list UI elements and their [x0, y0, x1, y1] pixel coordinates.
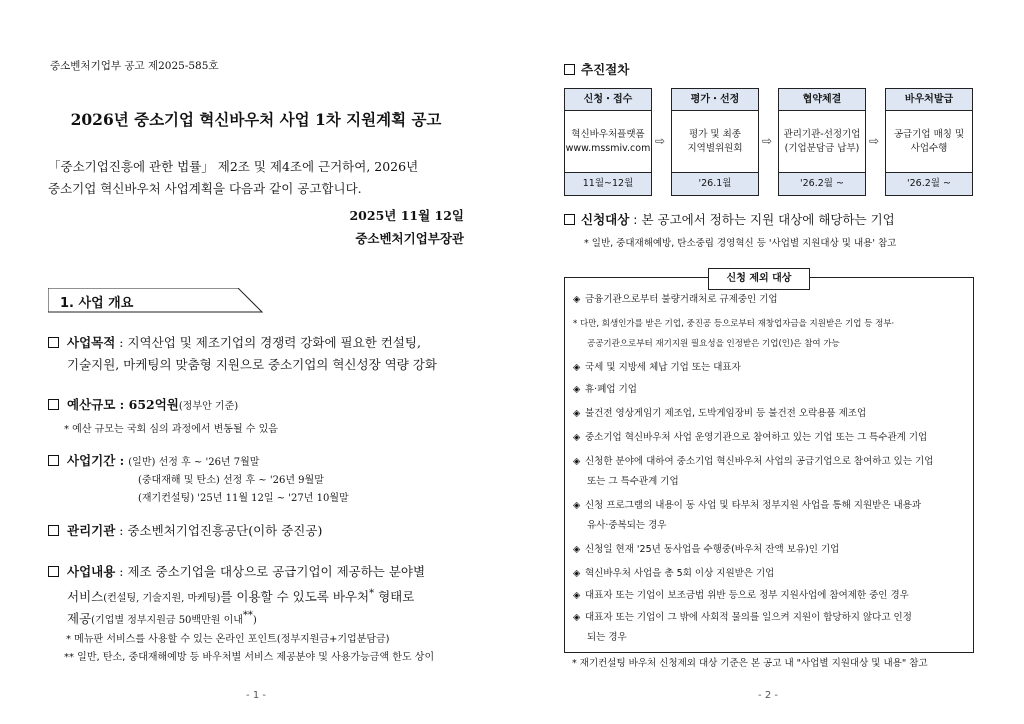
step-apply — [564, 88, 652, 196]
diamond-icon: ◈ — [573, 384, 581, 395]
page-number: - 1 - — [246, 690, 266, 701]
step-agreement — [778, 88, 866, 196]
page-title: 2026년 중소기업 혁신바우처 사업 1차 지원계획 공고 — [70, 110, 442, 129]
diamond-icon: ◈ — [573, 500, 581, 511]
content-line-3 — [67, 605, 257, 632]
step-head: 바우처발급 — [886, 89, 972, 111]
content-label: 사업내용 — [67, 564, 116, 579]
excl-text: 불건전 영상게임기 제조업, 도박게임장비 등 불건전 오락용품 제조업 — [585, 408, 867, 419]
period-recon: (재기컨설팅) '25년 11월 12일 ~ '27년 10월말 — [138, 493, 349, 504]
step-evaluate — [671, 88, 759, 196]
content-line-1: : 제조 중소기업을 대상으로 공급기업이 제공하는 분야별 — [115, 564, 426, 579]
excl-text: 신청 프로그램의 내용이 동 사업 및 타부처 정부지원 사업을 통해 지원받은 내용과 — [585, 500, 922, 511]
intro-paragraph — [48, 156, 466, 200]
step-head: 평가・선정 — [672, 89, 758, 111]
content-2c: 를 이용할 수 있도록 바우처 — [220, 589, 370, 605]
excl-text: 대표자 또는 기업이 그 밖에 사회적 물의를 일으켜 지원이 합당하지 않다고 인정 — [585, 612, 912, 623]
excl-item — [573, 428, 969, 448]
excl-item — [573, 496, 969, 516]
exclusion-box — [564, 277, 974, 653]
excl-item — [573, 358, 969, 378]
intro-line-1: 「중소기업진흥에 관한 법률」 제2조 및 제4조에 근거하여, 2026년 — [48, 159, 419, 174]
step-body — [672, 111, 758, 173]
period-general: (일반) 선정 후 ~ '26년 7월말 — [128, 457, 260, 468]
step-body-2: (기업분담금 납부) — [784, 142, 860, 154]
note-1: * 메뉴판 서비스를 사용할 수 있는 온라인 포인트(정부지원금+기업분담금) — [66, 634, 390, 645]
checkbox-square-icon — [48, 455, 59, 466]
page-2 — [512, 0, 1024, 724]
purpose-line-2: 기술지원, 마케팅의 맞춤형 지원으로 중소기업의 혁신성장 역량 강화 — [67, 357, 437, 372]
agency-label: 관리기관 — [67, 523, 116, 538]
target-label: 신청대상 — [581, 212, 630, 227]
target-note: * 일반, 중대재해예방, 탄소중립 경영혁신 등 '사업별 지원대상 및 내용' 참고 — [584, 238, 897, 249]
budget-item — [48, 394, 238, 418]
excl-item — [573, 586, 969, 606]
content-3b: (기업별 정부지원금 50백만원 이내 — [91, 615, 243, 627]
arrow-right-icon: ⇨ — [869, 134, 880, 148]
step-body — [565, 111, 651, 173]
procedure-flow — [564, 88, 974, 196]
budget-label: 예산규모 : 652억원 — [67, 397, 179, 412]
diamond-icon: ◈ — [573, 590, 581, 601]
excl-text: 또는 그 특수관계 기업 — [587, 476, 679, 487]
content-2a: 서비스 — [67, 589, 104, 605]
excl-text: 신청한 분야에 대하여 중소기업 혁신바우처 사업의 공급기업으로 참여하고 있는 기업 — [585, 456, 934, 467]
excl-text: 대표자 또는 기업이 보조금법 위반 등으로 정부 지원사업에 참여제한 중인 경우 — [585, 590, 909, 601]
purpose-item — [48, 332, 421, 354]
content-sup: * — [369, 588, 375, 599]
step-body-2: 사업수행 — [910, 142, 948, 154]
step-foot: 11월~12월 — [565, 173, 651, 195]
diamond-icon: ◈ — [573, 294, 581, 305]
arrow-right-icon: ⇨ — [762, 134, 773, 148]
excl-item — [573, 404, 969, 424]
procedure-heading — [564, 60, 629, 78]
excl-text: 금융기관으로부터 불량거래처로 규제중인 기업 — [585, 294, 778, 305]
content-3a: 제공 — [67, 611, 92, 627]
excl-item — [573, 380, 969, 400]
section-heading — [48, 288, 268, 314]
purpose-label: 사업목적 — [67, 335, 116, 350]
diamond-icon: ◈ — [573, 612, 581, 623]
checkbox-square-icon — [48, 525, 59, 536]
step-foot: '26.2월 ~ — [779, 173, 865, 195]
excl-text: 혁신바우처 사업을 총 5회 이상 지원받은 기업 — [585, 568, 775, 579]
checkbox-square-icon — [48, 399, 59, 410]
content-2b: (컨설팅, 기술지원, 마케팅) — [103, 593, 221, 605]
target-item — [564, 210, 895, 228]
step-body-1: 평가 및 최종 — [689, 128, 741, 140]
page-number: - 2 - — [758, 690, 778, 701]
excl-item — [573, 540, 969, 560]
budget-note: (정부안 기준) — [178, 401, 239, 412]
doc-number: 중소벤처기업부 공고 제2025-585호 — [50, 60, 219, 72]
step-body-1: 공급기업 매칭 및 — [893, 128, 965, 140]
step-head: 신청・접수 — [565, 89, 651, 111]
excl-item — [573, 608, 969, 628]
step-body-1: 혁신바우처플랫폼 — [571, 128, 645, 140]
content-3c: ) — [252, 615, 257, 627]
excl-text: 신청일 현재 '25년 동사업을 수행중(바우처 잔액 보유)인 기업 — [585, 544, 840, 555]
exclusion-title: 신청 제외 대상 — [708, 268, 810, 290]
minister: 중소벤처기업부장관 — [355, 231, 464, 246]
step-body-1: 관리기관-선정기업 — [783, 128, 861, 140]
agency-item — [48, 520, 322, 542]
section-title: 1. 사업 개요 — [60, 296, 134, 311]
step-voucher — [885, 88, 973, 196]
excl-item — [573, 290, 969, 310]
step-foot: '26.2월 ~ — [886, 173, 972, 195]
excl-text: 유사·중복되는 경우 — [587, 520, 667, 531]
excl-text: 중소기업 혁신바우처 사업 운영기관으로 참여하고 있는 기업 또는 그 특수관계 기업 — [585, 432, 928, 443]
content-item — [48, 561, 425, 583]
excl-item-cont — [573, 628, 969, 648]
excl-item — [573, 564, 969, 584]
period-disaster: (중대재해 및 탄소) 선정 후 ~ '26년 9월말 — [138, 475, 324, 486]
excl-note-1: * 다만, 회생인가를 받은 기업, 중진공 등으로부터 재창업자금을 지원받은 기업 등 정부· — [573, 319, 895, 329]
excl-item-cont — [573, 472, 969, 492]
excl-text: 되는 경우 — [587, 632, 627, 643]
diamond-icon: ◈ — [573, 362, 581, 373]
arrow-right-icon: ⇨ — [655, 134, 666, 148]
step-body — [779, 111, 865, 173]
diamond-icon: ◈ — [573, 568, 581, 579]
checkbox-square-icon — [48, 337, 59, 348]
step-head: 협약체결 — [779, 89, 865, 111]
step-body-2: www.mssmiv.com — [565, 142, 651, 154]
note-2: ** 일반, 탄소, 중대재해예방 등 바우처별 서비스 제공분야 및 사용가능금액 한도 상이 — [64, 652, 435, 663]
excl-text: 국세 및 지방세 체납 기업 또는 대표자 — [585, 362, 741, 373]
content-sup2: ** — [242, 610, 253, 621]
diamond-icon: ◈ — [573, 408, 581, 419]
excl-item — [573, 452, 969, 472]
excl-item-cont — [573, 516, 969, 536]
excl-text: 휴·폐업 기업 — [585, 384, 637, 395]
period-label: 사업기간 : — [67, 453, 125, 468]
diamond-icon: ◈ — [573, 456, 581, 467]
target-text: : 본 공고에서 정하는 지원 대상에 해당하는 기업 — [629, 212, 895, 227]
content-2d: 형태로 — [374, 589, 415, 605]
diamond-icon: ◈ — [573, 432, 581, 443]
announce-date: 2025년 11월 12일 — [349, 208, 464, 223]
footnote: * 재기컨설팅 바우처 신청제외 대상 기준은 본 공고 내 "사업별 지원대상 및 내용" 참고 — [572, 658, 928, 669]
checkbox-square-icon — [48, 566, 59, 577]
agency-text: : 중소벤처기업진흥공단(이하 중진공) — [115, 523, 323, 538]
step-foot: '26.1월 — [672, 173, 758, 195]
step-body-2: 지역별위원회 — [687, 142, 743, 154]
budget-sub-note: * 예산 규모는 국회 심의 과정에서 변동될 수 있음 — [64, 424, 278, 435]
checkbox-square-icon — [564, 214, 575, 225]
step-body — [886, 111, 972, 173]
checkbox-square-icon — [564, 64, 575, 75]
excl-note-2: 공공기관으로부터 재기지원 필요성을 인정받은 기업(인)은 참여 가능 — [587, 339, 840, 349]
purpose-text: : 지역산업 및 제조기업의 경쟁력 강화에 필요한 컨설팅, — [115, 335, 421, 350]
diamond-icon: ◈ — [573, 544, 581, 555]
procedure-title: 추진절차 — [581, 62, 630, 77]
intro-line-2: 중소기업 혁신바우처 사업계획을 다음과 같이 공고합니다. — [48, 181, 362, 196]
